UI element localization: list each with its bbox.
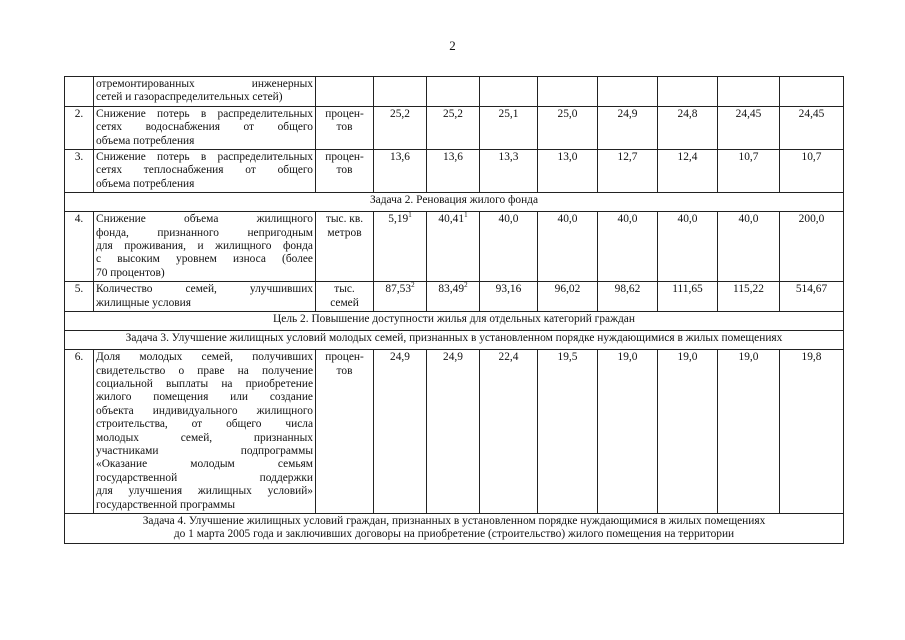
indicator-value: [538, 212, 598, 282]
value-text: 24,9: [443, 351, 463, 364]
value-text: 13,6: [443, 151, 463, 164]
unit-line: процен-: [325, 107, 364, 120]
value-text: 24,45: [798, 107, 825, 120]
value-text: 22,4: [498, 351, 519, 364]
row-number: 6.: [65, 350, 94, 514]
indicator-value: [780, 350, 844, 514]
table-row: [65, 331, 844, 350]
indicator-value: [480, 212, 538, 282]
section-heading-line: Задача 4. Улучшение жилищных условий граждан, признанных в установленном порядке нуждающимися в жилых помещениях: [142, 514, 766, 527]
indicator-name-line: «Оказание молодым семьям: [96, 458, 313, 471]
indicator-value: [538, 150, 598, 193]
row-number: 3.: [65, 150, 94, 193]
value-text: 19,5: [557, 351, 578, 364]
indicator-value: [427, 212, 480, 282]
value-text: 13,6: [390, 151, 410, 164]
value-text: 19,0: [617, 351, 638, 364]
indicator-value: [480, 282, 538, 312]
indicator-value: [374, 212, 427, 282]
row-number: 4.: [65, 212, 94, 282]
value-text: 93,16: [495, 283, 522, 296]
indicator-name-line: с высоким уровнем износа (более: [96, 253, 313, 266]
section-heading: [65, 513, 844, 543]
indicator-name-line: для проживания, и жилищного фонда: [96, 240, 313, 253]
indicator-value: [718, 106, 780, 149]
indicator-name-line: Доля молодых семей, получивших: [96, 351, 313, 364]
section-heading: [65, 193, 844, 212]
indicator-value: [598, 212, 658, 282]
indicator-name-line: объекта индивидуального жилищного: [96, 404, 313, 417]
indicator-value: [780, 212, 844, 282]
unit-line: процен-: [325, 151, 364, 164]
value-text: 25,0: [557, 107, 578, 120]
unit-of-measure: [316, 212, 374, 282]
indicator-value: [718, 282, 780, 312]
indicator-name: [94, 77, 316, 107]
value-text: 40,0: [677, 213, 698, 226]
indicator-value: [780, 150, 844, 193]
footnote-mark: 1: [464, 211, 468, 220]
table-row: [65, 350, 844, 514]
indicator-value: [658, 350, 718, 514]
row-number: [65, 77, 94, 107]
indicator-name-line: отремонтированных инженерных: [96, 78, 313, 90]
footnote-mark: 1: [408, 211, 412, 220]
value-text: 40,0: [617, 213, 638, 226]
indicator-name-line: сетях водоснабжения от общего: [96, 121, 313, 134]
indicator-name-line: строительства, от общего числа: [96, 418, 313, 431]
indicator-name-line: объема потребления: [96, 177, 195, 190]
value-text: 200,0: [798, 213, 825, 226]
unit-line: тыс.: [334, 283, 355, 296]
value-text: 24,9: [617, 107, 638, 120]
section-heading: [65, 312, 844, 331]
indicator-name-line: жилого помещения или создание: [96, 391, 313, 404]
value-text: 24,8: [677, 107, 698, 120]
value-text: 10,7: [738, 151, 759, 164]
unit-of-measure: [316, 350, 374, 514]
indicator-value: [718, 212, 780, 282]
table-row: [65, 282, 844, 312]
indicator-name-line: государственной программы: [96, 498, 236, 511]
value-text: 40,0: [498, 213, 519, 226]
value-text: 25,2: [443, 107, 463, 120]
section-heading-line: до 1 марта 2005 года и заключивших договоры на приобретение (строительство) жилого помещения на территории: [173, 528, 735, 541]
table-row: [65, 77, 844, 107]
unit-of-measure: [316, 77, 374, 107]
indicator-value: [374, 106, 427, 149]
indicator-value: [598, 106, 658, 149]
indicator-name-line: фонда, признанного непригодным: [96, 226, 313, 239]
indicator-table: [64, 76, 844, 544]
value-text: 25,1: [498, 107, 519, 120]
unit-line: процен-: [325, 351, 364, 364]
section-heading-line: Цель 2. Повышение доступности жилья для отдельных категорий граждан: [273, 313, 635, 326]
row-number: 2.: [65, 106, 94, 149]
value-text: 40,41: [438, 213, 465, 226]
indicator-name-line: жилищные условия: [96, 296, 192, 309]
indicator-name-line: молодых семей, признанных: [96, 431, 313, 444]
indicator-value: [658, 106, 718, 149]
indicator-name-line: участниками подпрограммы: [96, 444, 313, 457]
unit-line: тов: [336, 121, 353, 134]
indicator-value: [718, 150, 780, 193]
value-text: 115,22: [733, 283, 764, 296]
indicator-name-line: сетях теплоснабжения от общего: [96, 164, 313, 177]
indicator-value: [427, 106, 480, 149]
value-text: 83,49: [438, 283, 465, 296]
indicator-value: [427, 77, 480, 107]
value-text: 25,2: [390, 107, 410, 120]
value-text: 13,0: [557, 151, 578, 164]
indicator-name-line: государственной поддержки: [96, 471, 313, 484]
unit-line: тыс. кв.: [325, 213, 364, 226]
indicator-value: [598, 282, 658, 312]
indicator-name-line: Снижение объема жилищного: [96, 213, 313, 226]
indicator-name-line: свидетельство о праве на получение: [96, 364, 313, 377]
indicator-value: [780, 77, 844, 107]
indicator-name-line: социальной выплаты на приобретение: [96, 377, 313, 390]
value-text: 13,3: [498, 151, 519, 164]
footnote-mark: 2: [411, 281, 415, 290]
indicator-name-line: сетей и газораспределительных сетей): [96, 91, 283, 104]
value-text: 19,8: [801, 351, 822, 364]
indicator-value: [538, 282, 598, 312]
value-text: 24,9: [390, 351, 410, 364]
table-row: [65, 312, 844, 331]
indicator-value: [427, 350, 480, 514]
table-row: [65, 513, 844, 543]
indicator-value: [538, 106, 598, 149]
indicator-value: [480, 77, 538, 107]
indicator-value: [658, 150, 718, 193]
indicator-value: [658, 77, 718, 107]
indicator-name: [94, 282, 316, 312]
unit-of-measure: [316, 282, 374, 312]
page-number: 2: [449, 38, 456, 53]
unit-line: тов: [336, 164, 353, 177]
indicator-value: [718, 77, 780, 107]
value-text: 19,0: [677, 351, 698, 364]
indicator-value: [598, 77, 658, 107]
footnote-mark: 2: [464, 281, 468, 290]
table-row: [65, 212, 844, 282]
indicator-name: [94, 150, 316, 193]
indicator-name: [94, 212, 316, 282]
indicator-value: [658, 212, 718, 282]
indicator-name-line: Количество семей, улучшивших: [96, 283, 313, 296]
indicator-value: [538, 350, 598, 514]
row-number: 5.: [65, 282, 94, 312]
value-text: 10,7: [801, 151, 822, 164]
value-text: 111,65: [672, 283, 703, 296]
unit-line: метров: [327, 226, 362, 239]
indicator-value: [427, 150, 480, 193]
unit-of-measure: [316, 150, 374, 193]
indicator-value: [480, 150, 538, 193]
indicator-value: [480, 350, 538, 514]
indicator-value: [374, 150, 427, 193]
value-text: 98,62: [614, 283, 641, 296]
indicator-value: [374, 77, 427, 107]
indicator-value: [538, 77, 598, 107]
indicator-name-line: Снижение потерь в распределительных: [96, 151, 313, 164]
value-text: 514,67: [795, 283, 828, 296]
indicator-name-line: для улучшения жилищных условий»: [96, 485, 313, 498]
unit-of-measure: [316, 106, 374, 149]
indicator-name: [94, 106, 316, 149]
section-heading: [65, 331, 844, 350]
indicator-value: [780, 106, 844, 149]
indicator-name: [94, 350, 316, 514]
value-text: 12,7: [617, 151, 638, 164]
section-heading-line: Задача 2. Реновация жилого фонда: [369, 194, 539, 207]
indicator-value: [780, 282, 844, 312]
section-heading-line: Задача 3. Улучшение жилищных условий молодых семей, признанных в установленном порядке нуждающимися в жилых помещениях: [125, 332, 783, 345]
table-row: [65, 106, 844, 149]
value-text: 19,0: [738, 351, 759, 364]
indicator-name-line: Снижение потерь в распределительных: [96, 107, 313, 120]
indicator-value: [718, 350, 780, 514]
indicator-value: [598, 350, 658, 514]
unit-line: тов: [336, 364, 353, 377]
indicator-value: [374, 350, 427, 514]
unit-line: семей: [330, 296, 359, 309]
value-text: 40,0: [738, 213, 759, 226]
value-text: 24,45: [735, 107, 762, 120]
value-text: 96,02: [554, 283, 581, 296]
indicator-value: [427, 282, 480, 312]
indicator-value: [658, 282, 718, 312]
table-row: [65, 150, 844, 193]
indicator-value: [374, 282, 427, 312]
value-text: 12,4: [677, 151, 698, 164]
indicator-name-line: 70 процентов): [96, 266, 165, 279]
indicator-value: [598, 150, 658, 193]
indicator-value: [480, 106, 538, 149]
value-text: 40,0: [557, 213, 578, 226]
value-text: 5,19: [388, 213, 409, 226]
value-text: 87,53: [385, 283, 412, 296]
indicator-name-line: объема потребления: [96, 134, 195, 147]
table-row: [65, 193, 844, 212]
